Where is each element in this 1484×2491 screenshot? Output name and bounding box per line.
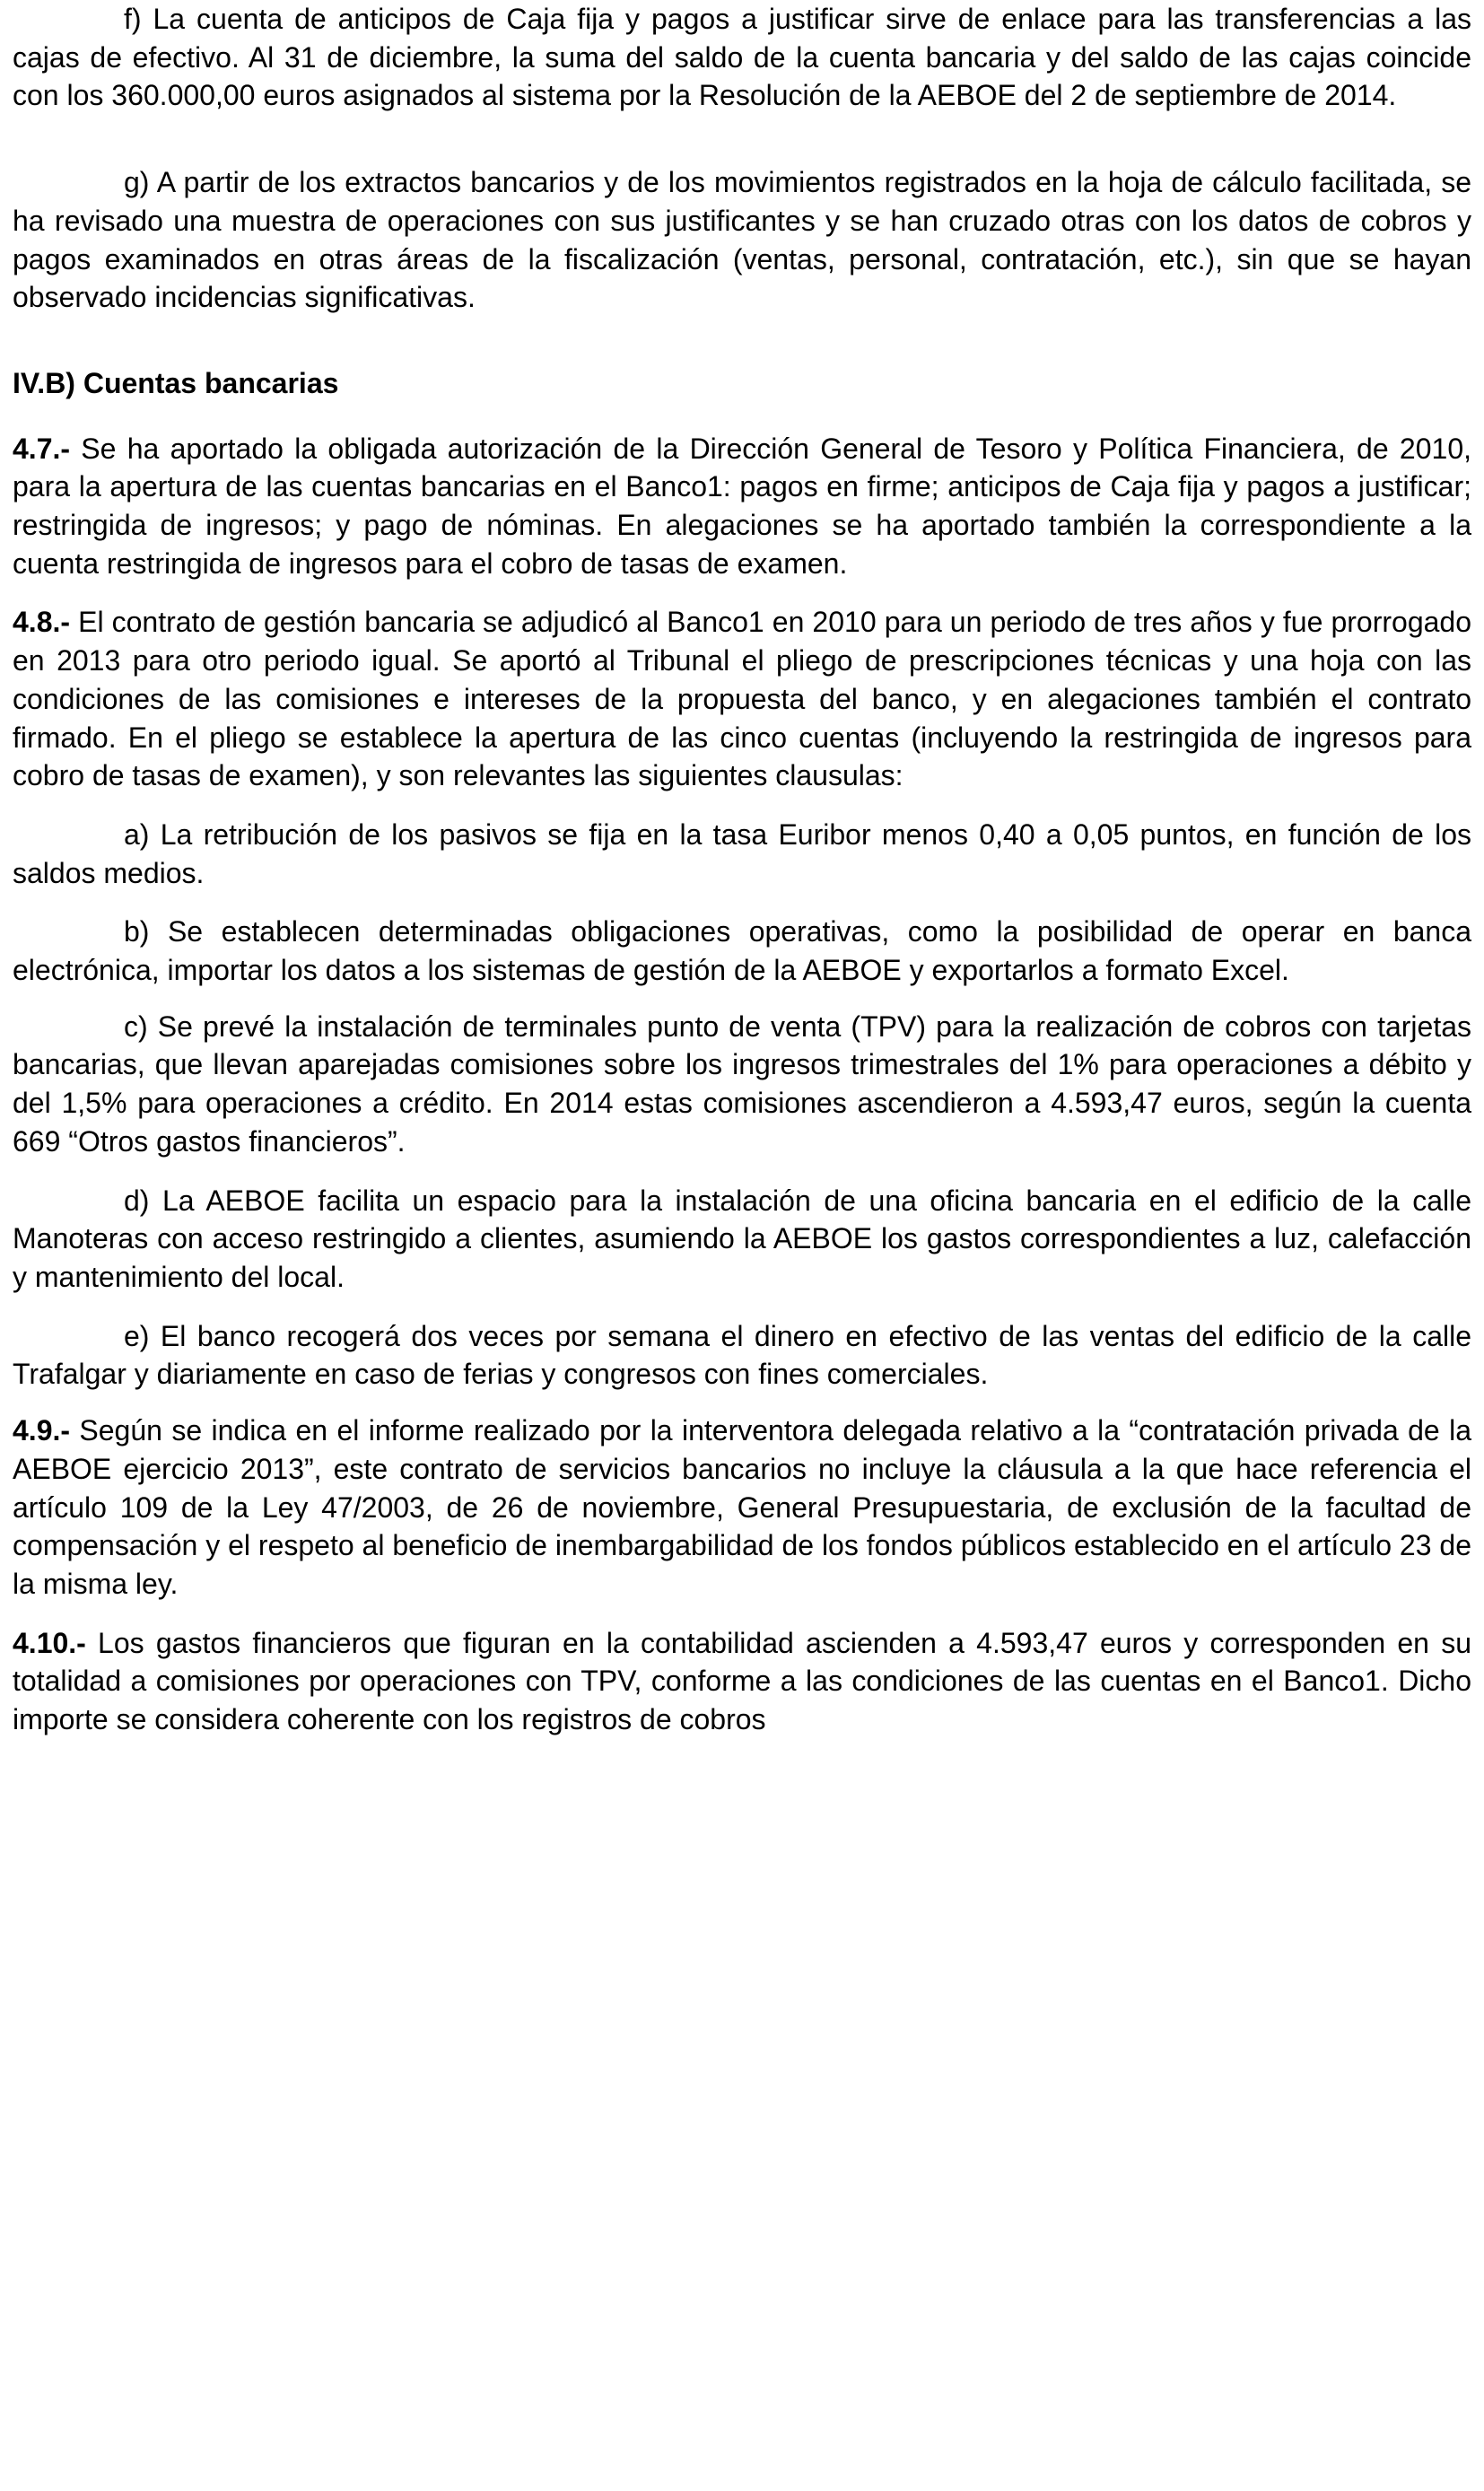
- clause-b: b) Se establecen determinadas obligaciones operativas, como la posibilidad de operar en banca electrónica, importar los datos a los sistemas de gestión de la AEBOE y exportarlos a formato Excel.: [13, 915, 1471, 987]
- paragraph-g: g) A partir de los extractos bancarios y de los movimientos registrados en la hoja de cálculo facilitada, se ha revisado una muestra de operaciones con sus justificantes y se han cruzado otras con los datos de cobros y pagos examinados en otras áreas de la fiscalización (ventas, personal, contratación, etc.), sin que se hayan observado incidencias significativas.: [13, 166, 1471, 314]
- paragraph-number: 4.10.-: [13, 1626, 86, 1659]
- paragraph-f: f) La cuenta de anticipos de Caja fija y pagos a justificar sirve de enlace para las transferencias a las cajas de efectivo. Al 31 de diciembre, la suma del saldo de la cuenta bancaria y del saldo de las cajas coincide con los 360.000,00 euros asignados al sistema por la Resolución de la AEBOE del 2 de septiembre de 2014.: [13, 3, 1471, 112]
- clause-c: c) Se prevé la instalación de terminales punto de venta (TPV) para la realización de cobros con tarjetas bancarias, que llevan aparejadas comisiones sobre los ingresos trimestrales del 1% para operaciones a débito y del 1,5% para operaciones a crédito. En 2014 estas comisiones ascendieron a 4.593,47 euros, según la cuenta 669 “Otros gastos financieros”.: [13, 1010, 1471, 1158]
- paragraph-4-8: [13, 603, 1471, 795]
- clause-a: a) La retribución de los pasivos se fija en la tasa Euribor menos 0,40 a 0,05 puntos, en función de los saldos medios.: [13, 817, 1471, 889]
- paragraph-4-7: [13, 430, 1471, 583]
- paragraph-text: Los gastos financieros que figuran en la contabilidad ascienden a 4.593,47 euros y corresponden en su totalidad a comisiones por operaciones con TPV, conforme a las condiciones de las cuentas en el Banco1. Dicho importe se considera coherente con los registros de cobros: [13, 1626, 1471, 1736]
- section-heading: IV.B) Cuentas bancarias: [13, 366, 339, 399]
- paragraph-text: Se ha aportado la obligada autorización de la Dirección General de Tesoro y Política Financiera, de 2010, para la apertura de las cuentas bancarias en el Banco1: pagos en firme; anticipos de Caja fija y pagos a justificar; restringida de ingresos; y pago de nóminas. En alegaciones se ha aportado también la correspondiente a la cuenta restringida de ingresos para el cobro de tasas de examen.: [13, 432, 1471, 580]
- clause-d: d) La AEBOE facilita un espacio para la instalación de una oficina bancaria en el edificio de la calle Manoteras con acceso restringido a clientes, asumiendo la AEBOE los gastos correspondientes a luz, calefacción y mantenimiento del local.: [13, 1184, 1471, 1293]
- paragraph-number: 4.9.-: [13, 1414, 71, 1447]
- paragraph-number: 4.8.-: [13, 606, 71, 639]
- paragraph-number: 4.7.-: [13, 432, 71, 465]
- paragraph-text: El contrato de gestión bancaria se adjudicó al Banco1 en 2010 para un periodo de tres años y fue prorrogado en 2013 para otro periodo igual. Se aportó al Tribunal el pliego de prescripciones técnicas y una hoja con las condiciones de las comisiones e intereses de la propuesta del banco, y en alegaciones también el contrato firmado. En el pliego se establece la apertura de las cinco cuentas (incluyendo la restringida de ingresos para cobro de tasas de examen), y son relevantes las siguientes clausulas:: [13, 606, 1471, 792]
- paragraph-text: Según se indica en el informe realizado por la interventora delegada relativo a la “contratación privada de la AEBOE ejercicio 2013”, este contrato de servicios bancarios no incluye la cláusula a la que hace referencia el artículo 109 de la Ley 47/2003, de 26 de noviembre, General Presupuestaria, de exclusión de la facultad de compensación y el respeto al beneficio de inembargabilidad de los fondos públicos establecido en el artículo 23 de la misma ley.: [13, 1414, 1471, 1600]
- clause-e: e) El banco recogerá dos veces por semana el dinero en efectivo de las ventas del edificio de la calle Trafalgar y diariamente en caso de ferias y congresos con fines comerciales.: [13, 1319, 1471, 1391]
- document-page: [13, 0, 1471, 1739]
- paragraph-4-10: [13, 1624, 1471, 1739]
- paragraph-4-9: [13, 1412, 1471, 1604]
